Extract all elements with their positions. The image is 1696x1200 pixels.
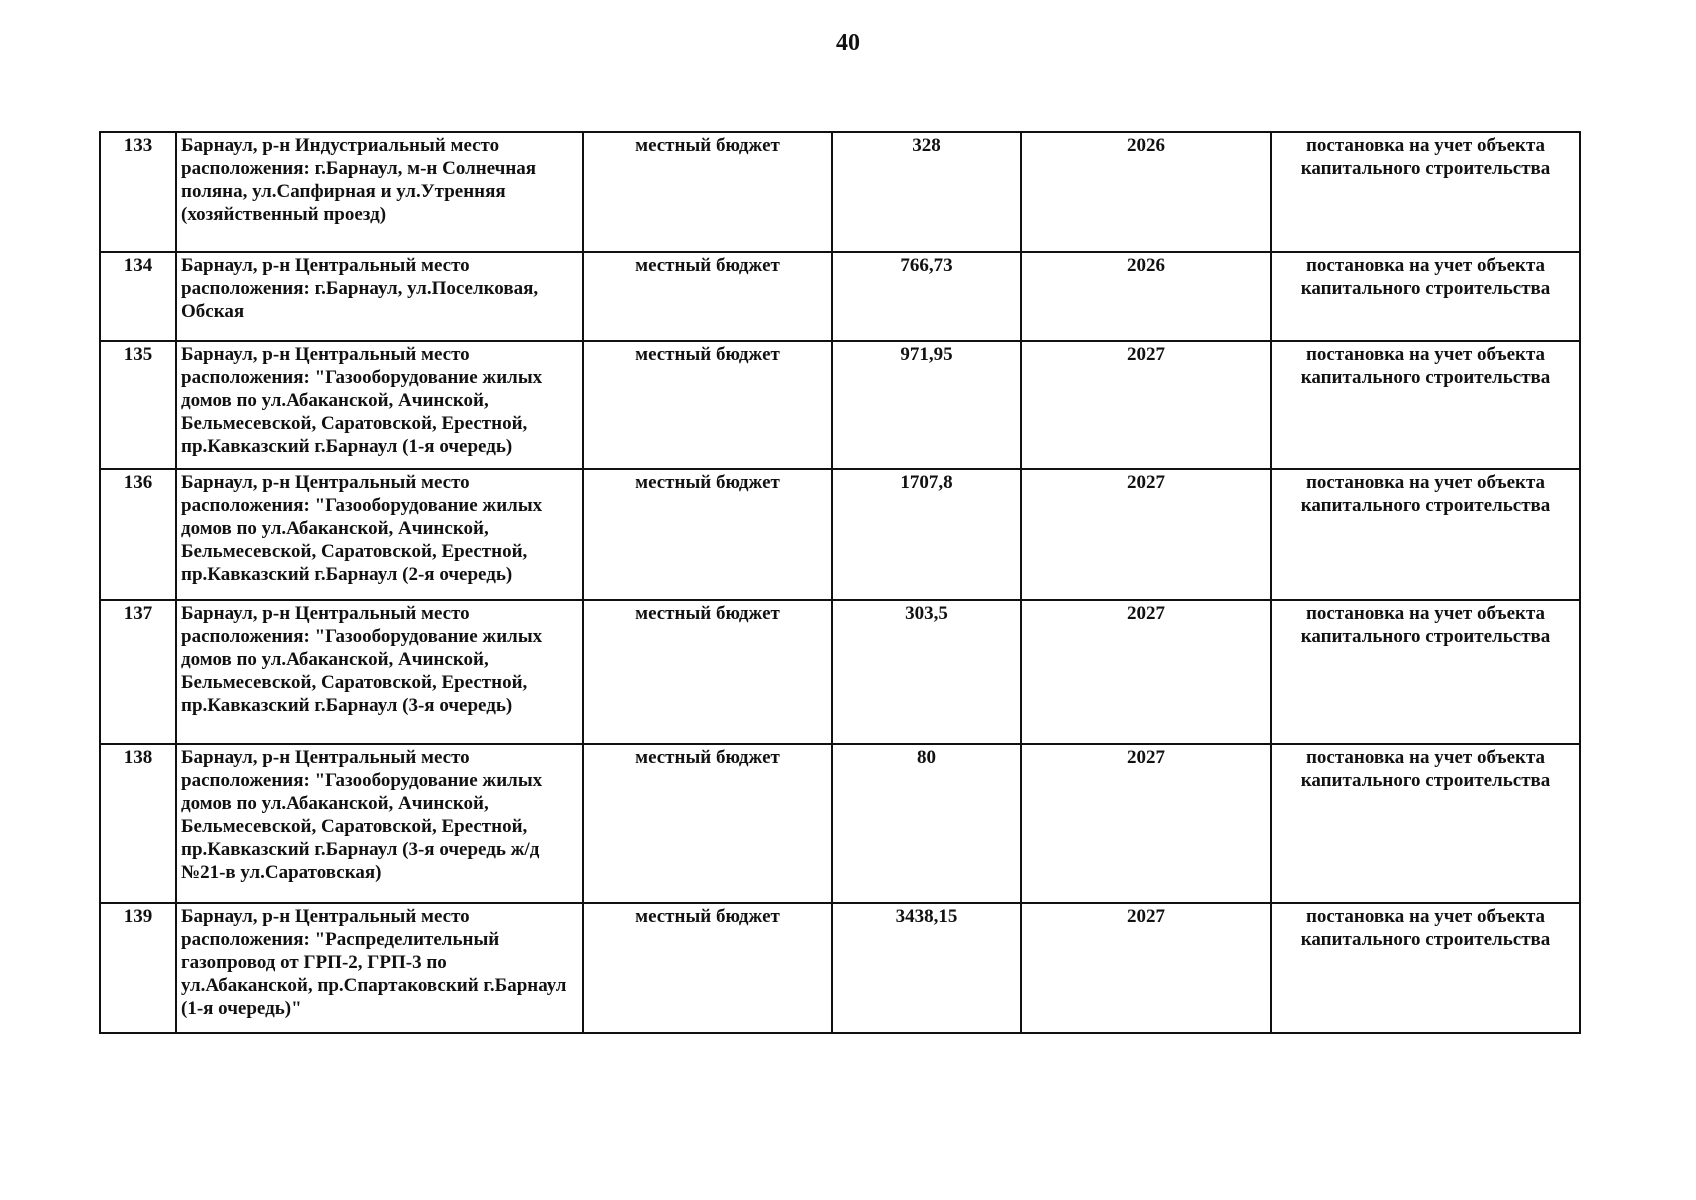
amount-cell: 971,95 (832, 341, 1021, 469)
location-cell: Барнаул, р-н Центральный место расположения: "Газооборудование жилых домов по ул.Абаканской, Ачинской, Бельмесевской, Саратовской, Ерестной, пр.Кавказский г.Барнаул (2-я очередь) (176, 469, 583, 600)
construction-objects-table (99, 131, 1581, 1034)
row-number-cell: 134 (100, 252, 176, 341)
action-cell: постановка на учет объекта капитального строительства (1271, 252, 1580, 341)
location-cell: Барнаул, р-н Центральный место расположения: "Распределительный газопровод от ГРП-2, ГРП-3 по ул.Абаканской, пр.Спартаковский г.Барнаул (1-я очередь)" (176, 903, 583, 1033)
table-row (100, 252, 1580, 341)
table-row (100, 469, 1580, 600)
table-row (100, 600, 1580, 744)
amount-cell: 3438,15 (832, 903, 1021, 1033)
row-number-cell: 137 (100, 600, 176, 744)
row-number-cell: 135 (100, 341, 176, 469)
year-cell: 2026 (1021, 252, 1271, 341)
funding-source-cell: местный бюджет (583, 600, 832, 744)
table-row (100, 744, 1580, 903)
table-row (100, 132, 1580, 252)
action-cell: постановка на учет объекта капитального строительства (1271, 744, 1580, 903)
page-number: 40 (836, 30, 860, 56)
row-number-cell: 133 (100, 132, 176, 252)
funding-source-cell: местный бюджет (583, 132, 832, 252)
funding-source-cell: местный бюджет (583, 341, 832, 469)
year-cell: 2027 (1021, 469, 1271, 600)
amount-cell: 1707,8 (832, 469, 1021, 600)
amount-cell: 303,5 (832, 600, 1021, 744)
action-cell: постановка на учет объекта капитального строительства (1271, 132, 1580, 252)
action-cell: постановка на учет объекта капитального строительства (1271, 600, 1580, 744)
amount-cell: 80 (832, 744, 1021, 903)
funding-source-cell: местный бюджет (583, 903, 832, 1033)
amount-cell: 766,73 (832, 252, 1021, 341)
table-row (100, 341, 1580, 469)
row-number-cell: 139 (100, 903, 176, 1033)
action-cell: постановка на учет объекта капитального строительства (1271, 469, 1580, 600)
location-cell: Барнаул, р-н Индустриальный место расположения: г.Барнаул, м-н Солнечная поляна, ул.Сапфирная и ул.Утренняя (хозяйственный проезд) (176, 132, 583, 252)
row-number-cell: 136 (100, 469, 176, 600)
action-cell: постановка на учет объекта капитального строительства (1271, 341, 1580, 469)
location-cell: Барнаул, р-н Центральный место расположения: г.Барнаул, ул.Поселковая, Обская (176, 252, 583, 341)
row-number-cell: 138 (100, 744, 176, 903)
funding-source-cell: местный бюджет (583, 744, 832, 903)
year-cell: 2026 (1021, 132, 1271, 252)
amount-cell: 328 (832, 132, 1021, 252)
funding-source-cell: местный бюджет (583, 469, 832, 600)
year-cell: 2027 (1021, 600, 1271, 744)
year-cell: 2027 (1021, 341, 1271, 469)
funding-source-cell: местный бюджет (583, 252, 832, 341)
action-cell: постановка на учет объекта капитального строительства (1271, 903, 1580, 1033)
location-cell: Барнаул, р-н Центральный место расположения: "Газооборудование жилых домов по ул.Абаканской, Ачинской, Бельмесевской, Саратовской, Ерестной, пр.Кавказский г.Барнаул (3-я очередь ж/д №21-в ул.Саратовская) (176, 744, 583, 903)
year-cell: 2027 (1021, 903, 1271, 1033)
location-cell: Барнаул, р-н Центральный место расположения: "Газооборудование жилых домов по ул.Абаканской, Ачинской, Бельмесевской, Саратовской, Ерестной, пр.Кавказский г.Барнаул (3-я очередь) (176, 600, 583, 744)
location-cell: Барнаул, р-н Центральный место расположения: "Газооборудование жилых домов по ул.Абаканской, Ачинской, Бельмесевской, Саратовской, Ерестной, пр.Кавказский г.Барнаул (1-я очередь) (176, 341, 583, 469)
year-cell: 2027 (1021, 744, 1271, 903)
table-row (100, 903, 1580, 1033)
